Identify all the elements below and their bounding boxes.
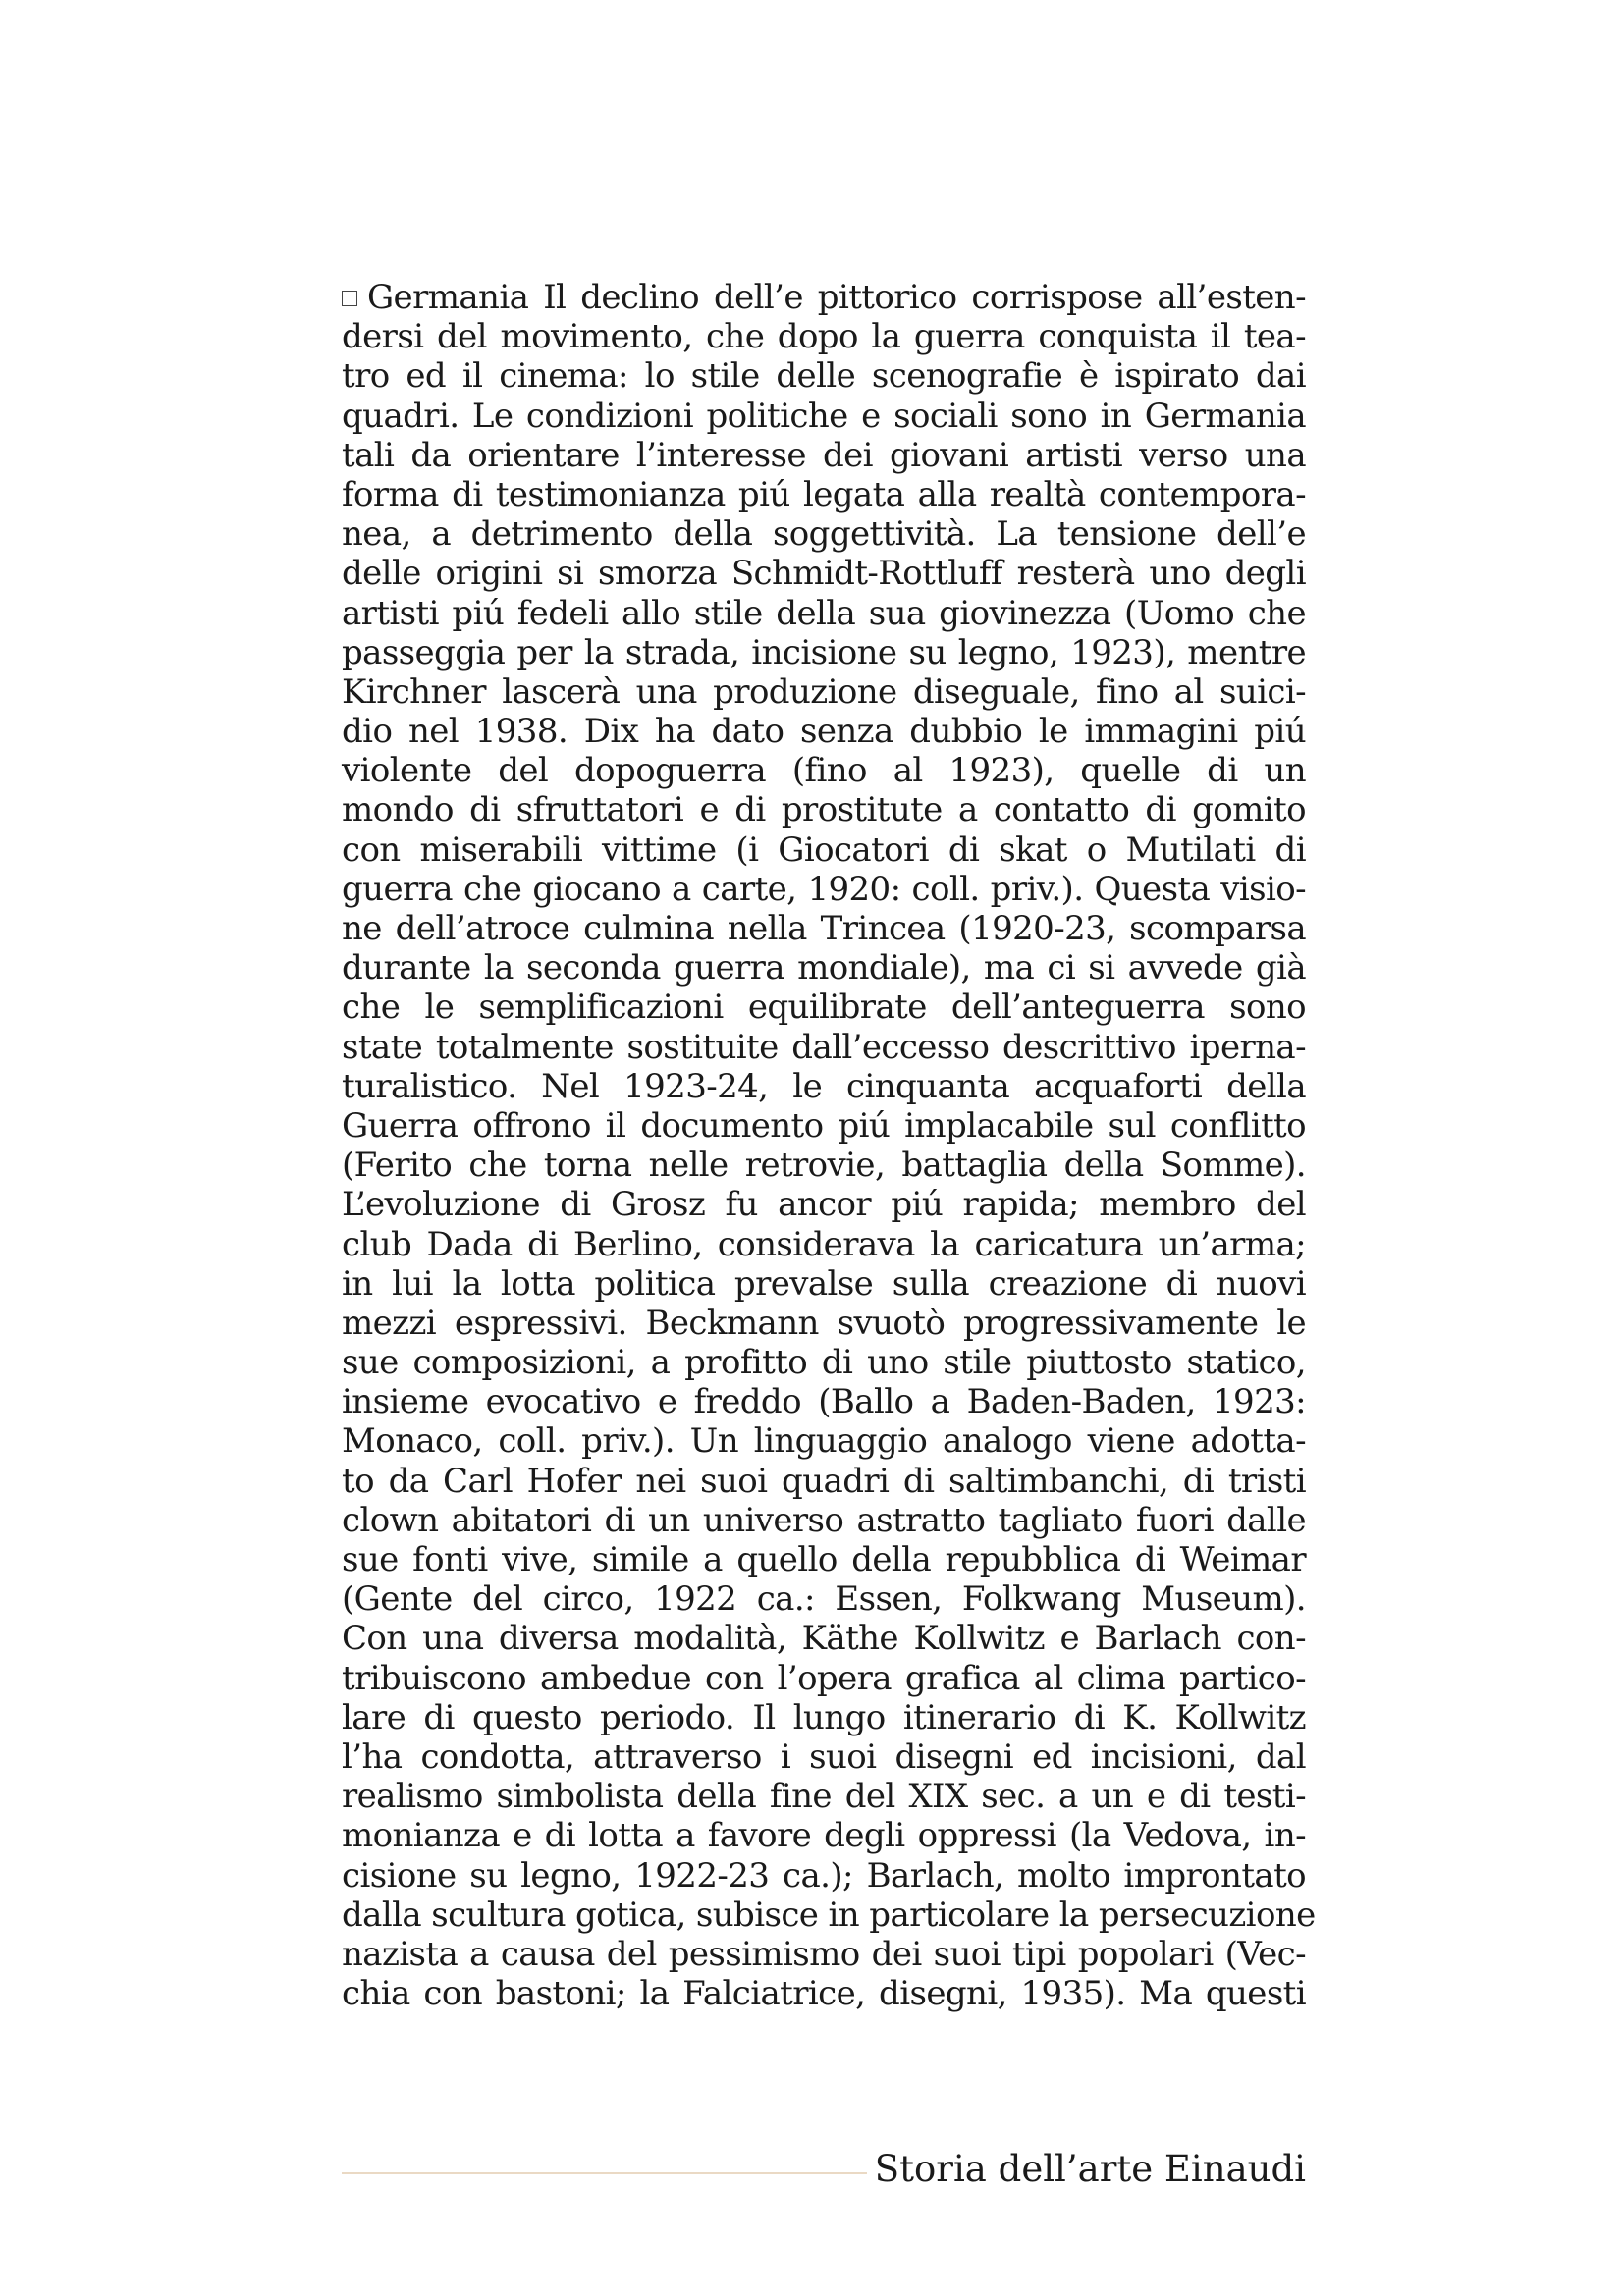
text-line: passeggia per la strada, incisione su legno, 1923), mentre	[342, 632, 1306, 672]
text-line: forma di testimonianza piú legata alla realtà contempora-	[342, 474, 1306, 514]
text-line: dalla scultura gotica, subisce in particolare la persecuzione	[342, 1895, 1316, 1935]
text-line: lare di questo periodo. Il lungo itinerario di K. Kollwitz	[342, 1697, 1306, 1737]
text-line: clown abitatori di un universo astratto tagliato fuori dalle	[342, 1500, 1306, 1540]
text-line: state totalmente sostituite dall’eccesso descrittivo iperna-	[342, 1027, 1306, 1067]
publication-title: Storia dell’arte Einaudi	[874, 2148, 1306, 2190]
text-line: l’ha condotta, attraverso i suoi disegni ed incisioni, dal	[342, 1736, 1306, 1777]
text-line: Con una diversa modalità, Käthe Kollwitz e Barlach con-	[342, 1619, 1306, 1659]
text-line: tribuiscono ambedue con l’opera grafica al clima partico-	[342, 1658, 1306, 1698]
text-line: dersi del movimento, che dopo la guerra conquista il tea-	[342, 317, 1306, 357]
text-line: artisti piú fedeli allo stile della sua giovinezza (Uomo che	[342, 593, 1306, 633]
text-line: sue composizioni, a profitto di uno stile piuttosto statico,	[342, 1343, 1306, 1383]
text-line: tro ed il cinema: lo stile delle scenografie è ispirato dai	[342, 356, 1306, 397]
text-line: turalistico. Nel 1923-24, le cinquanta acquaforti della	[342, 1066, 1306, 1106]
text-line: con miserabili vittime (i Giocatori di skat o Mutilati di	[342, 829, 1306, 870]
text-line: Kirchner lascerà una produzione diseguale, fino al suici-	[342, 671, 1306, 712]
checkbox-icon	[342, 291, 357, 306]
text-line: Guerra offrono il documento piú implacabile sul conflitto	[342, 1105, 1306, 1146]
text-line: quadri. Le condizioni politiche e sociali sono in Germania	[342, 396, 1306, 436]
article-body	[342, 278, 1316, 2014]
text-line: in lui la lotta politica prevalse sulla creazione di nuovi	[342, 1263, 1306, 1304]
text-line: monianza e di lotta a favore degli oppressi (la Vedova, in-	[342, 1816, 1306, 1856]
text-line: ne dell’atroce culmina nella Trincea (1920-23, scomparsa	[342, 909, 1306, 948]
text-line: cisione su legno, 1922-23 ca.); Barlach, molto improntato	[342, 1855, 1306, 1896]
text-line: nea, a detrimento della soggettività. La tensione dell’e	[342, 514, 1306, 555]
text-line: insieme evocativo e freddo (Ballo a Baden-Baden, 1923:	[342, 1382, 1306, 1422]
text-line: sue fonti vive, simile a quello della repubblica di Weimar	[342, 1540, 1306, 1579]
text-line: realismo simbolista della fine del XIX sec. a un e di testi-	[342, 1777, 1306, 1817]
text-line: violente del dopoguerra (fino al 1923), quelle di un	[342, 751, 1306, 791]
text-line: chia con bastoni; la Falciatrice, disegni, 1935). Ma questi	[342, 1974, 1306, 2014]
text-line: Monaco, coll. priv.). Un linguaggio analogo viene adotta-	[342, 1421, 1306, 1462]
footer-divider	[342, 2172, 867, 2174]
text-line: (Gente del circo, 1922 ca.: Essen, Folkwang Museum).	[342, 1579, 1306, 1620]
text-line: dio nel 1938. Dix ha dato senza dubbio le immagini piú	[342, 712, 1306, 752]
text-line: che le semplificazioni equilibrate dell’anteguerra sono	[342, 988, 1306, 1028]
text-line: (Ferito che torna nelle retrovie, battaglia della Somme).	[342, 1146, 1306, 1186]
text-line: Germania Il declino dell’e pittorico corrispose all’esten-	[342, 278, 1306, 317]
text-line: to da Carl Hofer nei suoi quadri di saltimbanchi, di tristi	[342, 1461, 1306, 1501]
text-line: L’evoluzione di Grosz fu ancor piú rapida; membro del	[342, 1185, 1306, 1225]
text-line: mezzi espressivi. Beckmann svuotò progressivamente le	[342, 1303, 1306, 1343]
text-line: delle origini si smorza Schmidt-Rottluff resterà uno degli	[342, 554, 1306, 594]
text-line: nazista a causa del pessimismo dei suoi tipi popolari (Vec-	[342, 1934, 1306, 1974]
page-footer	[342, 2145, 1306, 2194]
text-line: tali da orientare l’interesse dei giovani artisti verso una	[342, 435, 1306, 475]
text-line: guerra che giocano a carte, 1920: coll. priv.). Questa visio-	[342, 869, 1306, 909]
text-line: durante la seconda guerra mondiale), ma ci si avvede già	[342, 948, 1306, 988]
text-line: club Dada di Berlino, considerava la caricatura un’arma;	[342, 1224, 1306, 1264]
text-line: mondo di sfruttatori e di prostitute a contatto di gomito	[342, 790, 1306, 830]
